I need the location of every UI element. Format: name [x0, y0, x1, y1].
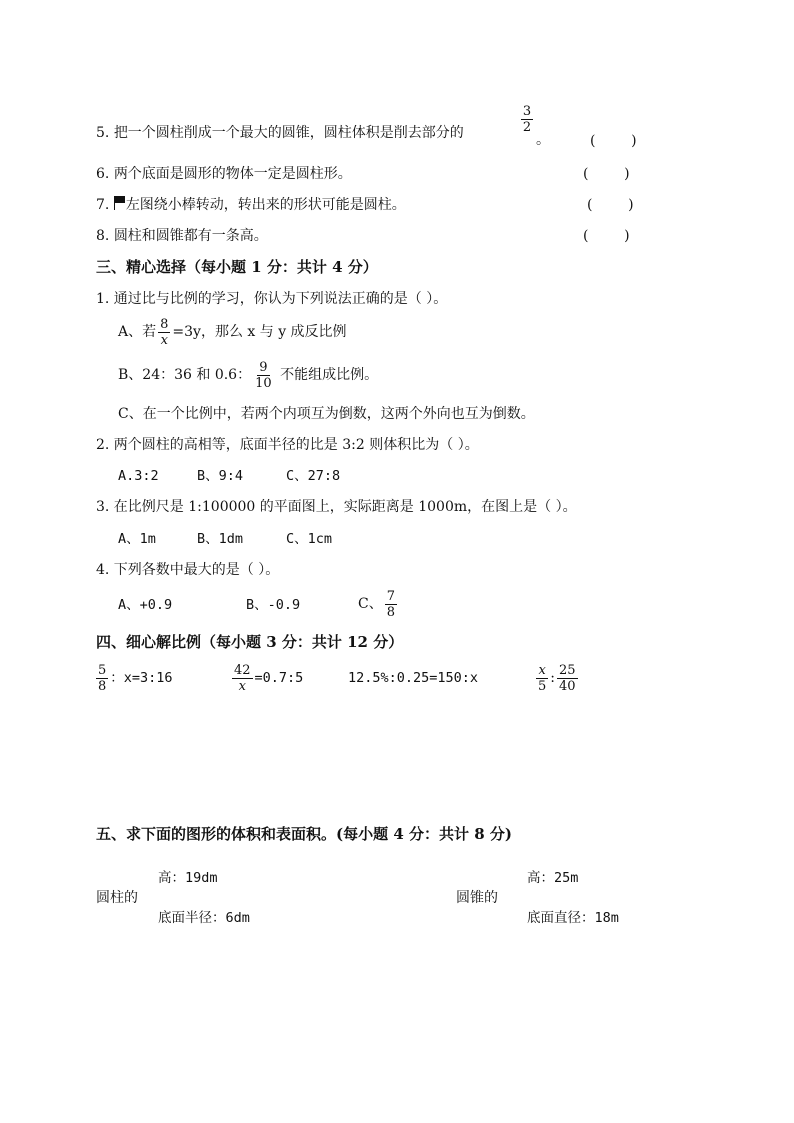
cylinder-height: 高：19dm: [158, 870, 218, 886]
fraction-8-x: [158, 317, 170, 348]
section-4-title: 四、细心解比例（每小题 3 分：共计 12 分）: [96, 633, 404, 651]
fraction-denominator: x: [238, 678, 246, 694]
fraction-denominator: x: [160, 332, 168, 348]
fraction-numerator: 42: [234, 662, 251, 678]
cylinder-base-radius: 底面半径：6dm: [158, 910, 250, 926]
ratio-separator: :: [550, 670, 555, 686]
section-3-title: 三、精心选择（每小题 1 分：共计 4 分）: [96, 258, 378, 276]
fraction-7-8: [385, 589, 397, 620]
fraction-numerator: 25: [559, 662, 576, 678]
proportion-3: 12.5%:0.25=150:x: [348, 670, 479, 686]
fraction-denominator: 8: [98, 678, 107, 694]
option-prefix: B、24：36 和 0.6：: [118, 367, 252, 383]
choice-question-3: 3. 在比例尺是 1:100000 的平面图上，实际距离是 1000m，在图上是（ ）。: [96, 499, 577, 515]
choice-3-option-a: A、1m: [118, 531, 156, 547]
choice-4-option-a: A、+0.9: [118, 597, 173, 613]
fraction-9-10: [253, 360, 274, 391]
question-end-mark: 。: [536, 132, 550, 148]
fraction-denominator: 10: [255, 375, 272, 391]
choice-4-option-b: B、-0.9: [246, 597, 301, 613]
proportion-2: [230, 660, 303, 696]
proportion-text: =0.7:5: [254, 670, 304, 686]
fraction-denominator: 40: [559, 678, 576, 694]
question-number: 6.: [96, 166, 110, 182]
choice-1-option-a: [118, 314, 347, 350]
answer-blank-6[interactable]: ( ): [583, 166, 630, 182]
choice-2-option-a: A.3:2: [118, 468, 159, 484]
fraction-numerator: x: [538, 662, 546, 678]
option-text: 不能组成比例。: [275, 367, 379, 383]
fraction-numerator: 9: [259, 359, 268, 375]
option-prefix: A、若: [118, 324, 157, 340]
judge-question-8: [96, 227, 268, 245]
choice-question-2: 2. 两个圆柱的高相等，底面半径的比是 3:2 则体积比为（ ）。: [96, 437, 479, 453]
choice-1-option-b: [118, 357, 378, 393]
question-text: 圆柱和圆锥都有一条高。: [113, 228, 268, 244]
cylinder-label: 圆柱的: [96, 890, 138, 906]
judge-question-7: [96, 196, 406, 214]
fraction-x-5: [536, 663, 548, 694]
proportion-1: [94, 660, 173, 696]
section-5-title: 五、求下面的图形的体积和表面积。(每小题 4 分：共计 8 分): [96, 825, 512, 843]
fraction-5-8: [96, 663, 108, 694]
fraction-denominator: 5: [538, 678, 547, 694]
choice-question-4: 4. 下列各数中最大的是（ ）。: [96, 562, 280, 578]
judge-question-5: [96, 124, 464, 142]
proportion-4: [534, 660, 580, 696]
fraction-numerator: 8: [160, 316, 169, 332]
choice-2-option-b: B、9:4: [197, 468, 244, 484]
judge-question-6: [96, 165, 352, 183]
choice-question-1: 1. 通过比与比例的学习，你认为下列说法正确的是（ ）。: [96, 291, 448, 307]
answer-blank-8[interactable]: ( ): [583, 228, 630, 244]
proportion-text: ：x=3:16: [110, 670, 173, 686]
question-text: 左图绕小棒转动，转出来的形状可能是圆柱。: [125, 197, 406, 213]
answer-blank-5[interactable]: ( ): [590, 133, 637, 149]
question-number: 8.: [96, 228, 110, 244]
cone-height: 高：25m: [527, 870, 579, 886]
fraction-denominator: 2: [522, 120, 532, 135]
question-number: 7.: [96, 197, 110, 213]
option-text: =3y，那么 x 与 y 成反比例: [172, 324, 347, 340]
option-prefix: C、: [358, 596, 383, 612]
answer-blank-7[interactable]: ( ): [587, 197, 634, 213]
cone-label: 圆锥的: [456, 890, 498, 906]
fraction-3-2: [521, 104, 533, 135]
choice-2-option-c: C、27:8: [286, 468, 341, 484]
fraction-numerator: 3: [522, 104, 532, 119]
question-text: 两个底面是圆形的物体一定是圆柱形。: [113, 166, 352, 182]
fraction-25-40: [557, 663, 578, 694]
flag-icon: [114, 196, 126, 210]
cone-base-diameter: 底面直径：18m: [527, 910, 619, 926]
fraction-denominator: 8: [386, 604, 395, 620]
question-text: 把一个圆柱削成一个最大的圆锥，圆柱体积是削去部分的: [113, 125, 464, 141]
question-number: 5.: [96, 125, 110, 141]
choice-3-option-c: C、1cm: [286, 531, 333, 547]
choice-4-option-c: [358, 586, 399, 622]
choice-3-option-b: B、1dm: [197, 531, 244, 547]
fraction-numerator: 5: [98, 662, 107, 678]
fraction-42-x: [232, 663, 253, 694]
fraction-numerator: 7: [386, 588, 395, 604]
choice-1-option-c: C、在一个比例中，若两个内项互为倒数，这两个外向也互为倒数。: [118, 406, 535, 422]
